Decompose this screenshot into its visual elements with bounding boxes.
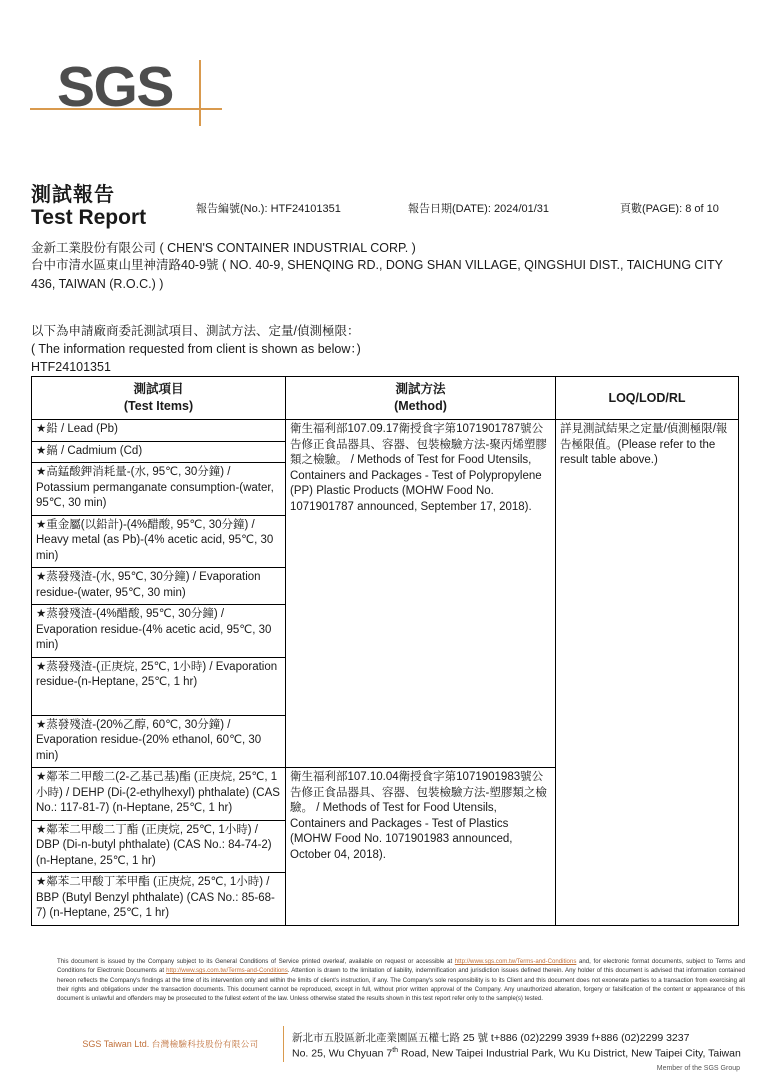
client-company-name: 金新工業股份有限公司 ( CHEN'S CONTAINER INDUSTRIAL CORP. )	[31, 241, 416, 255]
disclaimer-part-3: . Attention is drawn to the limitation of liability, indemnification and jurisdiction issues defined therein. Any holder of this document is advised that information contained hereon reflects the Company's findings at the time of its intervention only and within the limits of client's instruction, if any. The Company's sole responsibility is to its Client and this document does not exonerate parties to a transaction from exercising all their rights and obligations under the transaction documents. This document cannot be reproduced, except in full, without prior written approval of the Company. Any unauthorized alteration, forgery or falsification of the content or appearance of this document is unlawful and offenders may be prosecuted to the fullest extent of the law. Unless otherwise stated the results shown in this test report refer only to the sample(s) tested.	[57, 967, 746, 1003]
report-date-label: 報告日期(DATE):	[408, 203, 494, 215]
terms-and-conditions-link-1[interactable]: http://www.sgs.com.tw/Terms-and-Conditions	[454, 958, 577, 965]
sgs-logo-text: SGS	[57, 55, 173, 119]
sgs-taiwan-name-cn: 台灣檢驗科技股份有限公司	[151, 1039, 259, 1049]
column-header-method	[286, 377, 556, 420]
footer-address-ordinal: th	[392, 1047, 399, 1054]
footer-address-en-part-a: No. 25, Wu Chyuan 7	[292, 1047, 393, 1060]
test-item-cell: ★重金屬(以鉛計)-(4%醋酸, 95℃, 30分鐘) / Heavy metal (as Pb)-(4% acetic acid, 95℃, 30 min)	[32, 515, 286, 568]
report-number-label: 報告編號(No.):	[196, 203, 271, 215]
test-item-cell: ★蒸發殘渣-(20%乙醇, 60℃, 30分鐘) / Evaporation residue-(20% ethanol, 60℃, 30 min)	[32, 715, 286, 768]
column-header-method-en: (Method)	[394, 399, 447, 413]
sgs-taiwan-name-en: SGS Taiwan Ltd.	[82, 1039, 150, 1049]
test-item-cell: ★鎘 / Cadmium (Cd)	[32, 441, 286, 463]
client-address: 台中市清水區東山里神清路40-9號 ( NO. 40-9, SHENQING RD., DONG SHAN VILLAGE, QINGSHUI DIST., TAICHUNG CITY 436, TAIWAN (R.O.C.) )	[31, 258, 723, 291]
sgs-logo	[57, 55, 217, 120]
intro-reference-number: HTF24101351	[31, 360, 111, 374]
footer-address-cn: 新北市五股區新北產業園區五權七路 25 號 t+886 (02)2299 3939 f+886 (02)2299 3237	[292, 1032, 690, 1044]
method-cell-1: 衛生福利部107.09.17衛授食字第1071901787號公告修正食品器具、容器、包裝檢驗方法-聚丙烯塑膠類之檢驗。 / Methods of Test for Food Utensils, Containers and Packages - Test of Polypropylene (PP) Plastic Products (MOHW Food No. 1071901787 announced, September 17, 2018).	[286, 420, 556, 768]
terms-and-conditions-link-2[interactable]: http://www.sgs.com.tw/Terms-and-Conditions	[166, 967, 288, 975]
report-number-value: HTF24101351	[270, 203, 341, 215]
column-header-test-items-en: (Test Items)	[123, 399, 194, 413]
column-header-test-items	[32, 377, 286, 420]
report-page	[620, 200, 719, 216]
footer-address-en	[292, 1047, 741, 1060]
intro-line-en: ( The information requested from client is shown as below：)	[31, 342, 361, 356]
loq-cell: 詳見測試結果之定量/偵測極限/報告極限值。(Please refer to the result table above.)	[556, 420, 739, 926]
report-page-label: 頁數(PAGE):	[620, 203, 686, 215]
report-number	[196, 200, 341, 216]
intro-line-cn: 以下為申請廠商委託測試項目、測試方法、定量/偵測極限：	[31, 324, 360, 338]
disclaimer-part-1: This document is issued by the Company subject to its General Conditions of Service printed overleaf, available on request or accessible at	[57, 958, 455, 965]
test-items-table	[31, 376, 739, 926]
page-title-en: Test Report	[31, 206, 147, 229]
column-header-test-items-cn: 測試項目	[133, 382, 184, 396]
member-of-sgs-group: Member of the SGS Group	[656, 1065, 740, 1072]
test-item-cell: ★鄰苯二甲酸丁苯甲酯 (正庚烷, 25℃, 1小時) / BBP (Butyl Benzyl phthalate) (CAS No.: 85-68-7) (n-Heptane, 25℃, 1 hr)	[32, 873, 286, 926]
column-header-loq: LOQ/LOD/RL	[556, 377, 739, 420]
intro-block	[31, 322, 731, 376]
report-date-value: 2024/01/31	[493, 203, 550, 215]
report-date	[408, 200, 549, 216]
test-item-cell: ★鄰苯二甲酸二丁酯 (正庚烷, 25℃, 1小時) / DBP (Di-n-butyl phthalate) (CAS No.: 84-74-2) (n-Heptane, 25℃, 1 hr)	[32, 820, 286, 873]
disclaimer-part-2: and, for electronic format documents, subject to Terms and Conditions for Electronic Documents at	[57, 958, 745, 975]
footer-address-en-part-b: Road, New Taipei Industrial Park, Wu Ku District, New Taipei City, Taiwan	[398, 1047, 741, 1060]
report-page-value: 8 of 10	[685, 203, 719, 215]
test-item-cell: ★蒸發殘渣-(水, 95℃, 30分鐘) / Evaporation residue-(water, 95℃, 30 min)	[32, 568, 286, 605]
test-item-cell: ★高錳酸鉀消耗量-(水, 95℃, 30分鐘) / Potassium permanganate consumption-(water, 95℃, 30 min)	[32, 463, 286, 516]
method-cell-2: 衛生福利部107.10.04衛授食字第1071901983號公告修正食品器具、容器、包裝檢驗方法-塑膠類之檢驗。 / Methods of Test for Food Utensils, Containers and Packages - Test of Plastics (MOHW Food No. 1071901983 announced, October 04, 2018).	[286, 768, 556, 926]
page-title-cn: 測試報告	[31, 184, 115, 206]
footer-disclaimer	[57, 957, 745, 1003]
test-item-cell: ★蒸發殘渣-(4%醋酸, 95℃, 30分鐘) / Evaporation residue-(4% acetic acid, 95℃, 30 min)	[32, 605, 286, 658]
table-row	[32, 420, 739, 442]
sgs-taiwan-entity	[63, 1038, 278, 1050]
footer-divider	[283, 1026, 284, 1062]
test-item-cell: ★鄰苯二甲酸二(2-乙基己基)酯 (正庚烷, 25℃, 1小時) / DEHP (Di-(2-ethylhexyl) phthalate) (CAS No.: 117-81-7) (n-Heptane, 25℃, 1 hr)	[32, 768, 286, 821]
test-item-cell: ★蒸發殘渣-(正庚烷, 25℃, 1小時) / Evaporation residue-(n-Heptane, 25℃, 1 hr)	[32, 657, 286, 715]
column-header-method-cn: 測試方法	[395, 382, 446, 396]
table-header-row	[32, 377, 739, 420]
test-item-cell: ★鉛 / Lead (Pb)	[32, 420, 286, 442]
logo-vertical-rule	[199, 60, 201, 126]
